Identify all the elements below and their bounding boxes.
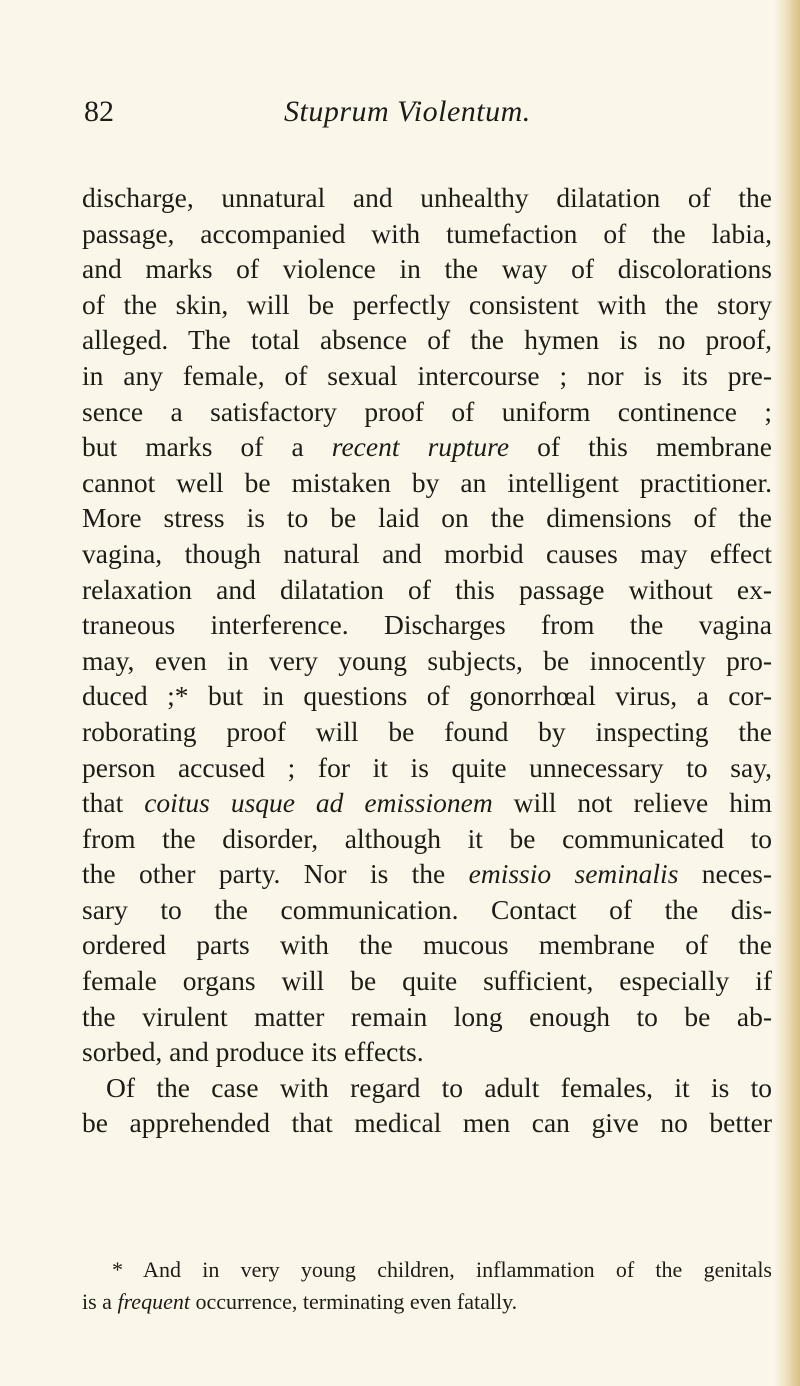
page-edge-shadow (774, 0, 800, 1386)
text-line-paragraph-start: Of the case with regard to adult females, it is to (106, 1071, 772, 1103)
text-line: sence a satisfactory proof of uniform continence ; (82, 395, 772, 427)
page-header (84, 92, 774, 152)
text-line: in any female, of sexual intercourse ; nor is its pre- (82, 359, 772, 391)
text-line: ordered parts with the mucous membrane of the (82, 929, 772, 961)
running-title: Stuprum Violentum. (284, 95, 531, 128)
text-line: female organs will be quite sufficient, especially if (82, 965, 772, 997)
text-line: alleged. The total absence of the hymen is no proof, (82, 324, 772, 356)
text-line: the other party. Nor is the emissio seminalis neces- (82, 858, 773, 890)
text-line: relaxation and dilatation of this passage without ex- (82, 573, 772, 605)
text-line: sary to the communication. Contact of the dis- (82, 893, 772, 925)
text-line: sorbed, and produce its effects. (82, 1036, 424, 1068)
text-line: duced ;* but in questions of gonorrhœal virus, a cor- (82, 680, 772, 712)
italic-phrase: recent rupture (331, 431, 510, 463)
text-line: and marks of violence in the way of discolorations (82, 253, 772, 285)
text-line: vagina, though natural and morbid causes may effect (82, 537, 772, 569)
italic-phrase: frequent (117, 1289, 190, 1314)
footnote (82, 1254, 772, 1318)
text-line: the virulent matter remain long enough to be ab- (82, 1000, 772, 1032)
text-line: More stress is to be laid on the dimensions of the (82, 502, 772, 534)
page-number: 82 (84, 95, 114, 128)
text-line: may, even in very young subjects, be innocently pro- (82, 644, 772, 676)
text-line: but marks of a recent rupture of this membrane (82, 431, 773, 463)
footnote-line: * And in very young children, inflammation of the genitals (112, 1257, 772, 1282)
text-line: of the skin, will be perfectly consistent with the story (82, 288, 772, 320)
footnote-line: is a frequent occurrence, terminating even fatally. (82, 1289, 518, 1314)
italic-phrase: coitus usque ad emissionem (144, 787, 493, 819)
text-line: that coitus usque ad emissionem will not relieve him (82, 787, 772, 819)
body-text (82, 180, 772, 1141)
text-line: person accused ; for it is quite unnecessary to say, (82, 751, 772, 783)
text-line: cannot well be mistaken by an intelligent practitioner. (82, 466, 772, 498)
text-line: discharge, unnatural and unhealthy dilatation of the (82, 182, 772, 213)
text-line: passage, accompanied with tumefaction of the labia, (82, 217, 772, 249)
text-line: be apprehended that medical men can give no better (82, 1107, 772, 1139)
text-line: roborating proof will be found by inspecting the (82, 715, 772, 747)
text-line: traneous interference. Discharges from the vagina (82, 609, 772, 641)
italic-phrase: emissio seminalis (468, 858, 679, 890)
text-line: from the disorder, although it be communicated to (82, 822, 772, 854)
